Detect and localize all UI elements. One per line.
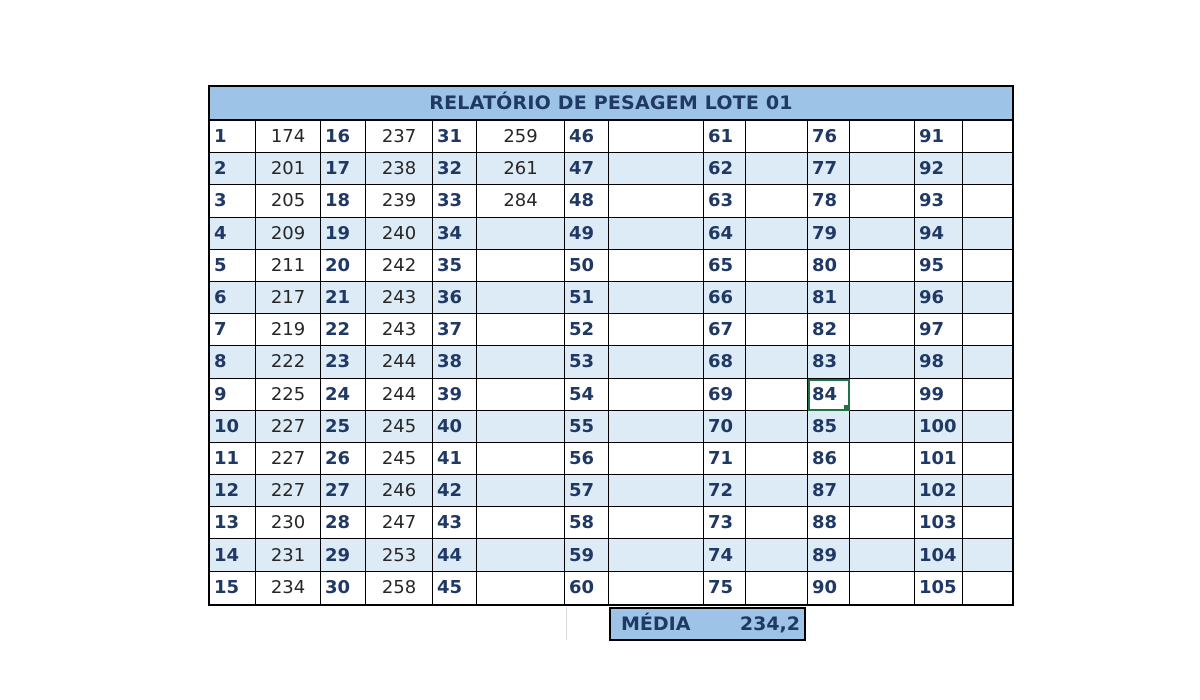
weight-value-cell[interactable]: 244 [366, 379, 433, 411]
animal-number-cell[interactable]: 27 [321, 475, 366, 507]
animal-number-cell[interactable]: 92 [915, 153, 963, 185]
animal-number-cell[interactable]: 69 [704, 379, 746, 411]
weight-value-cell[interactable] [609, 379, 704, 411]
animal-number-cell[interactable]: 2 [210, 153, 256, 185]
animal-number-cell[interactable]: 10 [210, 411, 256, 443]
animal-number-cell[interactable]: 61 [704, 121, 746, 153]
animal-number-cell[interactable]: 5 [210, 250, 256, 282]
animal-number-cell[interactable]: 62 [704, 153, 746, 185]
animal-number-cell[interactable]: 104 [915, 539, 963, 571]
animal-number-cell[interactable]: 94 [915, 218, 963, 250]
weight-value-cell[interactable] [477, 475, 565, 507]
weight-value-cell[interactable]: 243 [366, 314, 433, 346]
weight-value-cell[interactable] [477, 314, 565, 346]
animal-number-cell[interactable]: 13 [210, 507, 256, 539]
weight-value-cell[interactable]: 217 [256, 282, 321, 314]
animal-number-cell[interactable]: 50 [565, 250, 609, 282]
animal-number-cell[interactable]: 71 [704, 443, 746, 475]
weight-value-cell[interactable]: 284 [477, 185, 565, 217]
report-title[interactable]: RELATÓRIO DE PESAGEM LOTE 01 [210, 87, 1012, 121]
animal-number-cell[interactable]: 40 [433, 411, 477, 443]
animal-number-cell[interactable]: 89 [808, 539, 850, 571]
weight-value-cell[interactable]: 258 [366, 572, 433, 604]
animal-number-cell[interactable]: 43 [433, 507, 477, 539]
animal-number-cell[interactable]: 51 [565, 282, 609, 314]
animal-number-cell[interactable]: 102 [915, 475, 963, 507]
animal-number-cell[interactable]: 81 [808, 282, 850, 314]
animal-number-cell[interactable]: 25 [321, 411, 366, 443]
weight-value-cell[interactable] [746, 282, 808, 314]
weight-value-cell[interactable] [850, 314, 915, 346]
animal-number-cell[interactable]: 16 [321, 121, 366, 153]
animal-number-cell[interactable]: 60 [565, 572, 609, 604]
weight-value-cell[interactable] [609, 475, 704, 507]
animal-number-cell[interactable]: 23 [321, 346, 366, 378]
animal-number-cell[interactable]: 77 [808, 153, 850, 185]
animal-number-cell[interactable]: 52 [565, 314, 609, 346]
weight-value-cell[interactable] [609, 346, 704, 378]
animal-number-cell[interactable]: 33 [433, 185, 477, 217]
weight-value-cell[interactable] [746, 185, 808, 217]
animal-number-cell[interactable]: 57 [565, 475, 609, 507]
weight-value-cell[interactable] [963, 282, 1012, 314]
animal-number-cell[interactable]: 9 [210, 379, 256, 411]
weight-value-cell[interactable]: 246 [366, 475, 433, 507]
weight-value-cell[interactable] [609, 218, 704, 250]
weight-value-cell[interactable]: 225 [256, 379, 321, 411]
animal-number-cell[interactable]: 100 [915, 411, 963, 443]
weight-value-cell[interactable]: 261 [477, 153, 565, 185]
animal-number-cell[interactable]: 34 [433, 218, 477, 250]
weight-value-cell[interactable]: 234 [256, 572, 321, 604]
weight-value-cell[interactable] [963, 411, 1012, 443]
animal-number-cell[interactable]: 54 [565, 379, 609, 411]
weight-value-cell[interactable] [477, 443, 565, 475]
animal-number-cell[interactable]: 36 [433, 282, 477, 314]
animal-number-cell[interactable]: 38 [433, 346, 477, 378]
animal-number-cell[interactable]: 98 [915, 346, 963, 378]
weight-value-cell[interactable]: 240 [366, 218, 433, 250]
weight-value-cell[interactable]: 227 [256, 475, 321, 507]
weight-value-cell[interactable] [609, 507, 704, 539]
weight-value-cell[interactable] [746, 121, 808, 153]
weight-value-cell[interactable] [609, 282, 704, 314]
animal-number-cell[interactable]: 67 [704, 314, 746, 346]
animal-number-cell[interactable]: 59 [565, 539, 609, 571]
animal-number-cell[interactable]: 39 [433, 379, 477, 411]
weight-value-cell[interactable]: 237 [366, 121, 433, 153]
animal-number-cell[interactable]: 63 [704, 185, 746, 217]
weight-value-cell[interactable] [850, 218, 915, 250]
weight-value-cell[interactable] [850, 572, 915, 604]
average-value: 234,2 [739, 613, 800, 635]
weight-value-cell[interactable] [963, 475, 1012, 507]
animal-number-cell[interactable]: 93 [915, 185, 963, 217]
animal-number-cell[interactable]: 75 [704, 572, 746, 604]
weight-value-cell[interactable] [963, 572, 1012, 604]
animal-number-cell[interactable]: 35 [433, 250, 477, 282]
weight-value-cell[interactable]: 243 [366, 282, 433, 314]
weight-value-cell[interactable] [477, 218, 565, 250]
weight-value-cell[interactable] [609, 314, 704, 346]
weight-value-cell[interactable] [963, 443, 1012, 475]
weight-value-cell[interactable]: 231 [256, 539, 321, 571]
gridline-stub [566, 607, 567, 640]
animal-number-cell[interactable]: 105 [915, 572, 963, 604]
weight-value-cell[interactable] [746, 153, 808, 185]
animal-number-cell[interactable]: 80 [808, 250, 850, 282]
weight-value-cell[interactable] [477, 346, 565, 378]
animal-number-cell[interactable]: 47 [565, 153, 609, 185]
animal-number-cell[interactable]: 26 [321, 443, 366, 475]
weight-value-cell[interactable]: 244 [366, 346, 433, 378]
animal-number-cell[interactable]: 96 [915, 282, 963, 314]
weight-value-cell[interactable] [850, 185, 915, 217]
animal-number-cell[interactable]: 66 [704, 282, 746, 314]
weight-value-cell[interactable] [963, 185, 1012, 217]
weight-value-cell[interactable] [609, 121, 704, 153]
animal-number-cell[interactable]: 20 [321, 250, 366, 282]
animal-number-cell[interactable]: 86 [808, 443, 850, 475]
selected-cell[interactable]: 84 [808, 379, 850, 411]
weight-value-cell[interactable] [609, 572, 704, 604]
animal-number-cell[interactable]: 15 [210, 572, 256, 604]
weight-value-cell[interactable] [850, 153, 915, 185]
weight-value-cell[interactable]: 227 [256, 443, 321, 475]
animal-number-cell[interactable]: 70 [704, 411, 746, 443]
animal-number-cell[interactable]: 49 [565, 218, 609, 250]
animal-number-cell[interactable]: 76 [808, 121, 850, 153]
animal-number-cell[interactable]: 11 [210, 443, 256, 475]
weight-value-cell[interactable] [477, 539, 565, 571]
weight-value-cell[interactable] [477, 282, 565, 314]
weight-value-cell[interactable] [746, 250, 808, 282]
weight-value-cell[interactable]: 201 [256, 153, 321, 185]
weight-value-cell[interactable] [850, 379, 915, 411]
weight-value-cell[interactable]: 205 [256, 185, 321, 217]
weight-value-cell[interactable] [850, 539, 915, 571]
animal-number-cell[interactable]: 58 [565, 507, 609, 539]
weight-value-cell[interactable] [746, 346, 808, 378]
weight-value-cell[interactable] [746, 507, 808, 539]
weight-value-cell[interactable] [609, 539, 704, 571]
animal-number-cell[interactable]: 99 [915, 379, 963, 411]
animal-number-cell[interactable]: 68 [704, 346, 746, 378]
weight-value-cell[interactable] [963, 250, 1012, 282]
weight-value-cell[interactable] [746, 379, 808, 411]
weight-value-cell[interactable]: 222 [256, 346, 321, 378]
animal-number-cell[interactable]: 6 [210, 282, 256, 314]
animal-number-cell[interactable]: 72 [704, 475, 746, 507]
weight-value-cell[interactable] [850, 475, 915, 507]
animal-number-cell[interactable]: 4 [210, 218, 256, 250]
weight-value-cell[interactable] [477, 572, 565, 604]
weight-value-cell[interactable] [609, 250, 704, 282]
weight-value-cell[interactable] [746, 411, 808, 443]
weight-value-cell[interactable]: 174 [256, 121, 321, 153]
weight-value-cell[interactable] [477, 379, 565, 411]
weight-value-cell[interactable] [746, 539, 808, 571]
weight-value-cell[interactable] [746, 475, 808, 507]
animal-number-cell[interactable]: 44 [433, 539, 477, 571]
animal-number-cell[interactable]: 41 [433, 443, 477, 475]
weight-value-cell[interactable]: 238 [366, 153, 433, 185]
weight-value-cell[interactable] [850, 411, 915, 443]
weight-value-cell[interactable] [609, 153, 704, 185]
weight-value-cell[interactable] [963, 314, 1012, 346]
weight-value-cell[interactable]: 211 [256, 250, 321, 282]
animal-number-cell[interactable]: 79 [808, 218, 850, 250]
weight-value-cell[interactable] [609, 443, 704, 475]
animal-number-cell[interactable]: 95 [915, 250, 963, 282]
animal-number-cell[interactable]: 101 [915, 443, 963, 475]
animal-number-cell[interactable]: 37 [433, 314, 477, 346]
animal-number-cell[interactable]: 45 [433, 572, 477, 604]
weight-value-cell[interactable]: 239 [366, 185, 433, 217]
weight-value-cell[interactable] [963, 153, 1012, 185]
weight-value-cell[interactable] [850, 346, 915, 378]
animal-number-cell[interactable]: 48 [565, 185, 609, 217]
animal-number-cell[interactable]: 3 [210, 185, 256, 217]
weight-value-cell[interactable]: 242 [366, 250, 433, 282]
animal-number-cell[interactable]: 30 [321, 572, 366, 604]
weighing-grid [210, 121, 1012, 604]
weight-value-cell[interactable] [609, 411, 704, 443]
spreadsheet-table [208, 85, 1014, 606]
animal-number-cell[interactable]: 88 [808, 507, 850, 539]
weight-value-cell[interactable] [850, 121, 915, 153]
animal-number-cell[interactable]: 83 [808, 346, 850, 378]
animal-number-cell[interactable]: 22 [321, 314, 366, 346]
animal-number-cell[interactable]: 78 [808, 185, 850, 217]
weight-value-cell[interactable] [850, 282, 915, 314]
weight-value-cell[interactable] [477, 507, 565, 539]
weight-value-cell[interactable]: 247 [366, 507, 433, 539]
animal-number-cell[interactable]: 46 [565, 121, 609, 153]
weight-value-cell[interactable]: 227 [256, 411, 321, 443]
animal-number-cell[interactable]: 73 [704, 507, 746, 539]
weight-value-cell[interactable] [746, 314, 808, 346]
animal-number-cell[interactable]: 74 [704, 539, 746, 571]
weight-value-cell[interactable] [746, 572, 808, 604]
weight-value-cell[interactable] [963, 539, 1012, 571]
weight-value-cell[interactable] [477, 411, 565, 443]
animal-number-cell[interactable]: 42 [433, 475, 477, 507]
weight-value-cell[interactable] [746, 218, 808, 250]
animal-number-cell[interactable]: 7 [210, 314, 256, 346]
animal-number-cell[interactable]: 82 [808, 314, 850, 346]
weight-value-cell[interactable]: 230 [256, 507, 321, 539]
weight-value-cell[interactable]: 209 [256, 218, 321, 250]
weight-value-cell[interactable] [963, 346, 1012, 378]
weight-value-cell[interactable] [746, 443, 808, 475]
animal-number-cell[interactable]: 12 [210, 475, 256, 507]
animal-number-cell[interactable]: 8 [210, 346, 256, 378]
weight-value-cell[interactable] [850, 443, 915, 475]
animal-number-cell[interactable]: 65 [704, 250, 746, 282]
animal-number-cell[interactable]: 28 [321, 507, 366, 539]
animal-number-cell[interactable]: 24 [321, 379, 366, 411]
animal-number-cell[interactable]: 91 [915, 121, 963, 153]
animal-number-cell[interactable]: 21 [321, 282, 366, 314]
animal-number-cell[interactable]: 103 [915, 507, 963, 539]
animal-number-cell[interactable]: 90 [808, 572, 850, 604]
weight-value-cell[interactable] [963, 121, 1012, 153]
animal-number-cell[interactable]: 32 [433, 153, 477, 185]
weight-value-cell[interactable] [850, 507, 915, 539]
animal-number-cell[interactable]: 53 [565, 346, 609, 378]
weight-value-cell[interactable]: 253 [366, 539, 433, 571]
weight-value-cell[interactable]: 245 [366, 443, 433, 475]
animal-number-cell[interactable]: 17 [321, 153, 366, 185]
weight-value-cell[interactable]: 245 [366, 411, 433, 443]
animal-number-cell[interactable]: 87 [808, 475, 850, 507]
animal-number-cell[interactable]: 14 [210, 539, 256, 571]
weight-value-cell[interactable] [963, 507, 1012, 539]
animal-number-cell[interactable]: 55 [565, 411, 609, 443]
weight-value-cell[interactable] [963, 379, 1012, 411]
animal-number-cell[interactable]: 18 [321, 185, 366, 217]
animal-number-cell[interactable]: 1 [210, 121, 256, 153]
average-summary[interactable] [609, 607, 806, 641]
animal-number-cell[interactable]: 31 [433, 121, 477, 153]
weight-value-cell[interactable]: 259 [477, 121, 565, 153]
animal-number-cell[interactable]: 85 [808, 411, 850, 443]
animal-number-cell[interactable]: 19 [321, 218, 366, 250]
weight-value-cell[interactable]: 219 [256, 314, 321, 346]
animal-number-cell[interactable]: 97 [915, 314, 963, 346]
weight-value-cell[interactable] [477, 250, 565, 282]
average-label: MÉDIA [621, 613, 691, 635]
weight-value-cell[interactable] [609, 185, 704, 217]
weight-value-cell[interactable] [850, 250, 915, 282]
animal-number-cell[interactable]: 29 [321, 539, 366, 571]
animal-number-cell[interactable]: 64 [704, 218, 746, 250]
animal-number-cell[interactable]: 56 [565, 443, 609, 475]
weight-value-cell[interactable] [963, 218, 1012, 250]
